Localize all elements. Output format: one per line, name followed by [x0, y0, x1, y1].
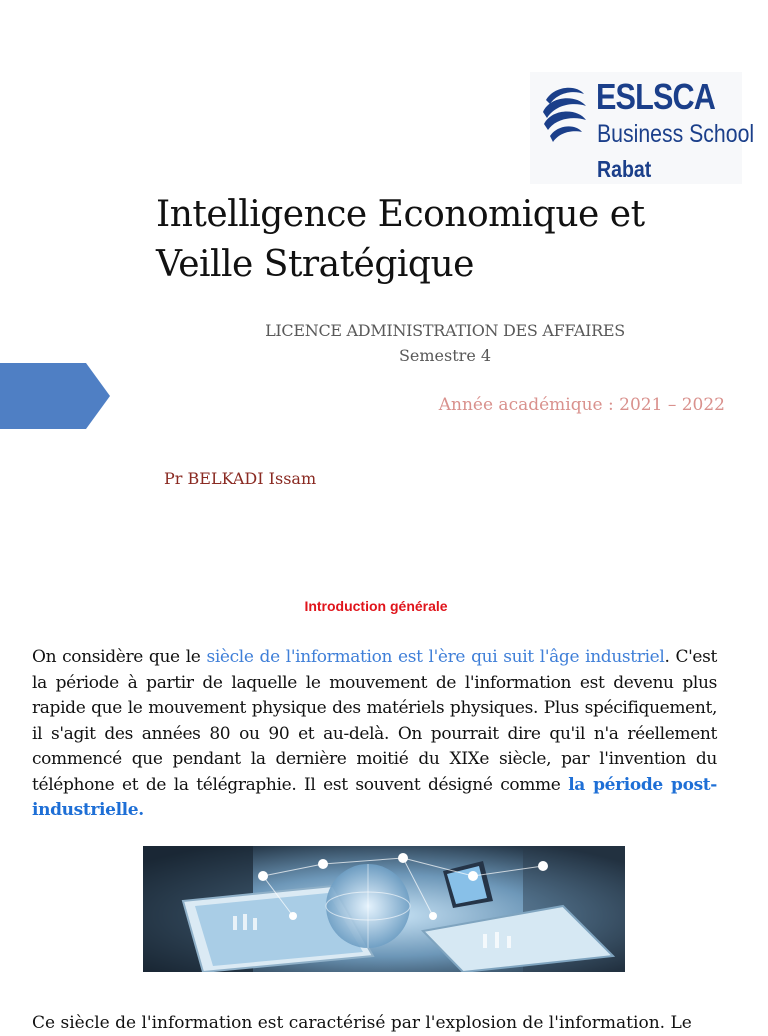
title-line-2: Veille Stratégique	[156, 244, 474, 285]
paragraph-lead: On considère que le	[32, 647, 207, 667]
logo-city: Rabat	[597, 156, 652, 182]
logo-subtitle: Business School	[597, 120, 755, 148]
academic-year: Année académique : 2021 – 2022	[438, 395, 725, 415]
paragraph-highlight-1: siècle de l'information est l'ère qui suit l'âge industriel	[206, 647, 665, 667]
paragraph-body: . C'est la période à partir de laquelle le mouvement de l'information est devenu plus rapide que le mouvement physique des matériels physiques. Plus spécifiquement, il s'agit des années 80 ou 90 et au-delà. On pourrait dire qu'il n'a réellement commencé que pendant la dernière moitié du XIXe siècle, par l'invention du téléphone et de la télégraphie. Il est souvent désigné comme	[32, 647, 718, 795]
title-line-1: Intelligence Economique et	[156, 194, 645, 235]
section-heading: Introduction générale	[304, 598, 448, 614]
intro-paragraph	[32, 645, 717, 824]
logo-name: ESLSCA	[596, 76, 716, 117]
semester-label: Semestre 4	[398, 346, 492, 365]
paragraph-highlight-2: la période post-industrielle.	[32, 774, 717, 820]
eslsca-logo	[530, 72, 755, 184]
next-paragraph-fragment: Ce siècle de l'information est caractérisé par l'explosion de l'information. Le	[32, 1013, 692, 1033]
information-age-illustration	[143, 846, 625, 972]
professor-name: Pr BELKADI Issam	[164, 469, 317, 488]
document-title	[156, 190, 716, 290]
arrow-shape-decoration	[0, 363, 112, 429]
eslsca-swirl-icon	[540, 80, 588, 148]
program-name: LICENCE ADMINISTRATION DES AFFAIRES	[265, 321, 625, 340]
